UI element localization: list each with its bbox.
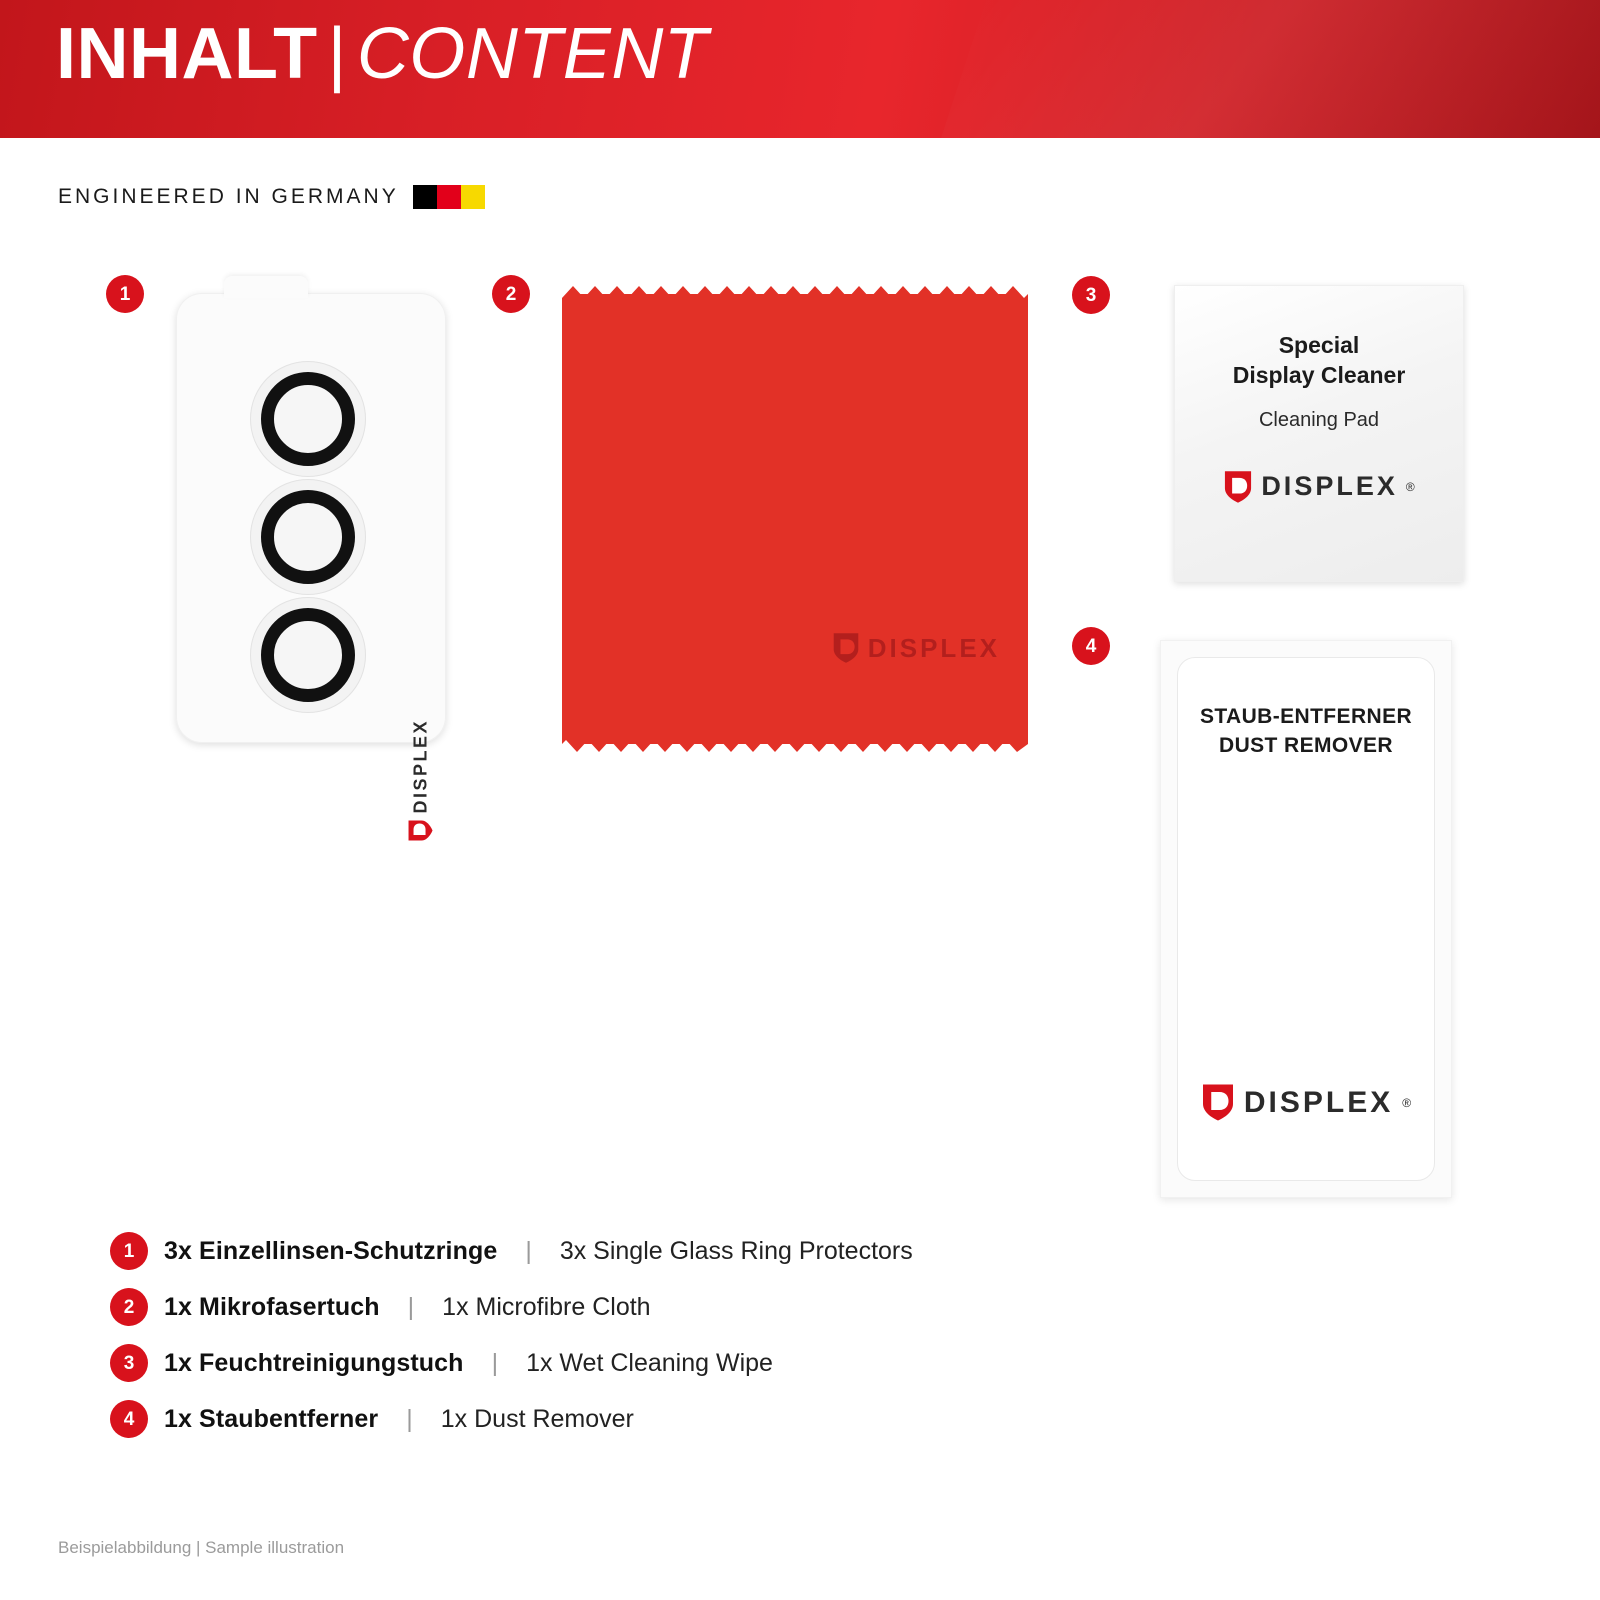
registered-mark: ® xyxy=(1402,1095,1412,1110)
list-item xyxy=(110,1335,1310,1391)
displex-shield-icon xyxy=(1201,1083,1235,1122)
cloth-shape xyxy=(562,286,1028,752)
sachet-brand-name: DISPLEX xyxy=(1261,471,1398,502)
legend-separator: | xyxy=(406,1404,413,1433)
engineered-label: ENGINEERED IN GERMANY xyxy=(58,185,399,208)
dust-remover-title-en: DUST REMOVER xyxy=(1219,734,1393,758)
callout-badge-4: 4 xyxy=(1072,627,1110,665)
legend-label-en: 1x Wet Cleaning Wipe xyxy=(526,1348,773,1377)
lens-ring-protector-card xyxy=(176,293,446,814)
lens-card-brand xyxy=(408,719,434,842)
page-title-de: INHALT xyxy=(56,14,318,94)
sachet-title-line1: Special xyxy=(1278,332,1360,358)
legend-label-de: 1x Staubentferner xyxy=(164,1404,379,1433)
legend-badge: 1 xyxy=(110,1232,148,1270)
callout-badge-2: 2 xyxy=(492,275,530,313)
legend-label-de: 3x Einzellinsen-Schutzringe xyxy=(164,1236,498,1265)
dust-remover-title xyxy=(1200,702,1412,761)
cloth-brand-name: DISPLEX xyxy=(867,632,1000,663)
legend-label-en: 1x Dust Remover xyxy=(440,1404,634,1433)
legend-label-en: 3x Single Glass Ring Protectors xyxy=(559,1236,913,1265)
dust-remover-brand-name: DISPLEX xyxy=(1243,1085,1394,1119)
lens-card-brand-name: DISPLEX xyxy=(410,719,431,814)
lens-ring-2 xyxy=(250,479,366,595)
callout-badge-3: 3 xyxy=(1072,276,1110,314)
cloth-brand xyxy=(832,632,1000,664)
microfibre-cloth xyxy=(562,286,1028,752)
sachet-subtitle: Cleaning Pad xyxy=(1258,408,1380,431)
list-item xyxy=(110,1391,1310,1447)
sachet-title-line2: Display Cleaner xyxy=(1232,362,1406,389)
page-title xyxy=(56,14,709,94)
legend-label-en: 1x Microfibre Cloth xyxy=(442,1292,651,1321)
displex-shield-icon xyxy=(408,820,434,842)
legend-separator: | xyxy=(407,1292,415,1321)
legend-badge: 4 xyxy=(110,1400,148,1438)
list-item xyxy=(110,1279,1310,1335)
legend-list xyxy=(110,1223,1310,1447)
displex-shield-icon xyxy=(1223,470,1253,504)
dust-remover-title-de: STAUB-ENTFERNER xyxy=(1199,705,1413,728)
list-item xyxy=(110,1223,1310,1279)
page-title-separator: | xyxy=(327,14,347,94)
dust-remover-brand xyxy=(1178,1083,1434,1122)
engineered-in-germany xyxy=(58,185,485,209)
header-banner xyxy=(0,0,1600,138)
callout-badge-1: 1 xyxy=(106,275,144,313)
german-flag-icon xyxy=(413,185,485,209)
peel-tab xyxy=(224,276,308,298)
legend-separator: | xyxy=(491,1348,499,1377)
wet-cleaning-wipe-sachet xyxy=(1174,285,1464,582)
legend-badge: 2 xyxy=(110,1288,148,1326)
lens-ring-3 xyxy=(250,597,366,713)
legend-badge: 3 xyxy=(110,1344,148,1382)
legend-separator: | xyxy=(525,1236,532,1265)
sachet-title xyxy=(1233,330,1406,391)
registered-mark: ® xyxy=(1405,479,1415,494)
legend-label-de: 1x Feuchtreinigungstuch xyxy=(164,1348,464,1377)
dust-remover-surface xyxy=(1177,657,1435,1181)
sachet-brand xyxy=(1223,470,1414,504)
footer-note: Beispielabbildung | Sample illustration xyxy=(58,1538,345,1557)
lens-ring-1 xyxy=(250,361,366,477)
page-title-en: CONTENT xyxy=(356,14,709,94)
legend-label-de: 1x Mikrofasertuch xyxy=(164,1292,380,1321)
displex-shield-icon xyxy=(832,632,860,664)
dust-remover-sticker xyxy=(1160,640,1452,1198)
